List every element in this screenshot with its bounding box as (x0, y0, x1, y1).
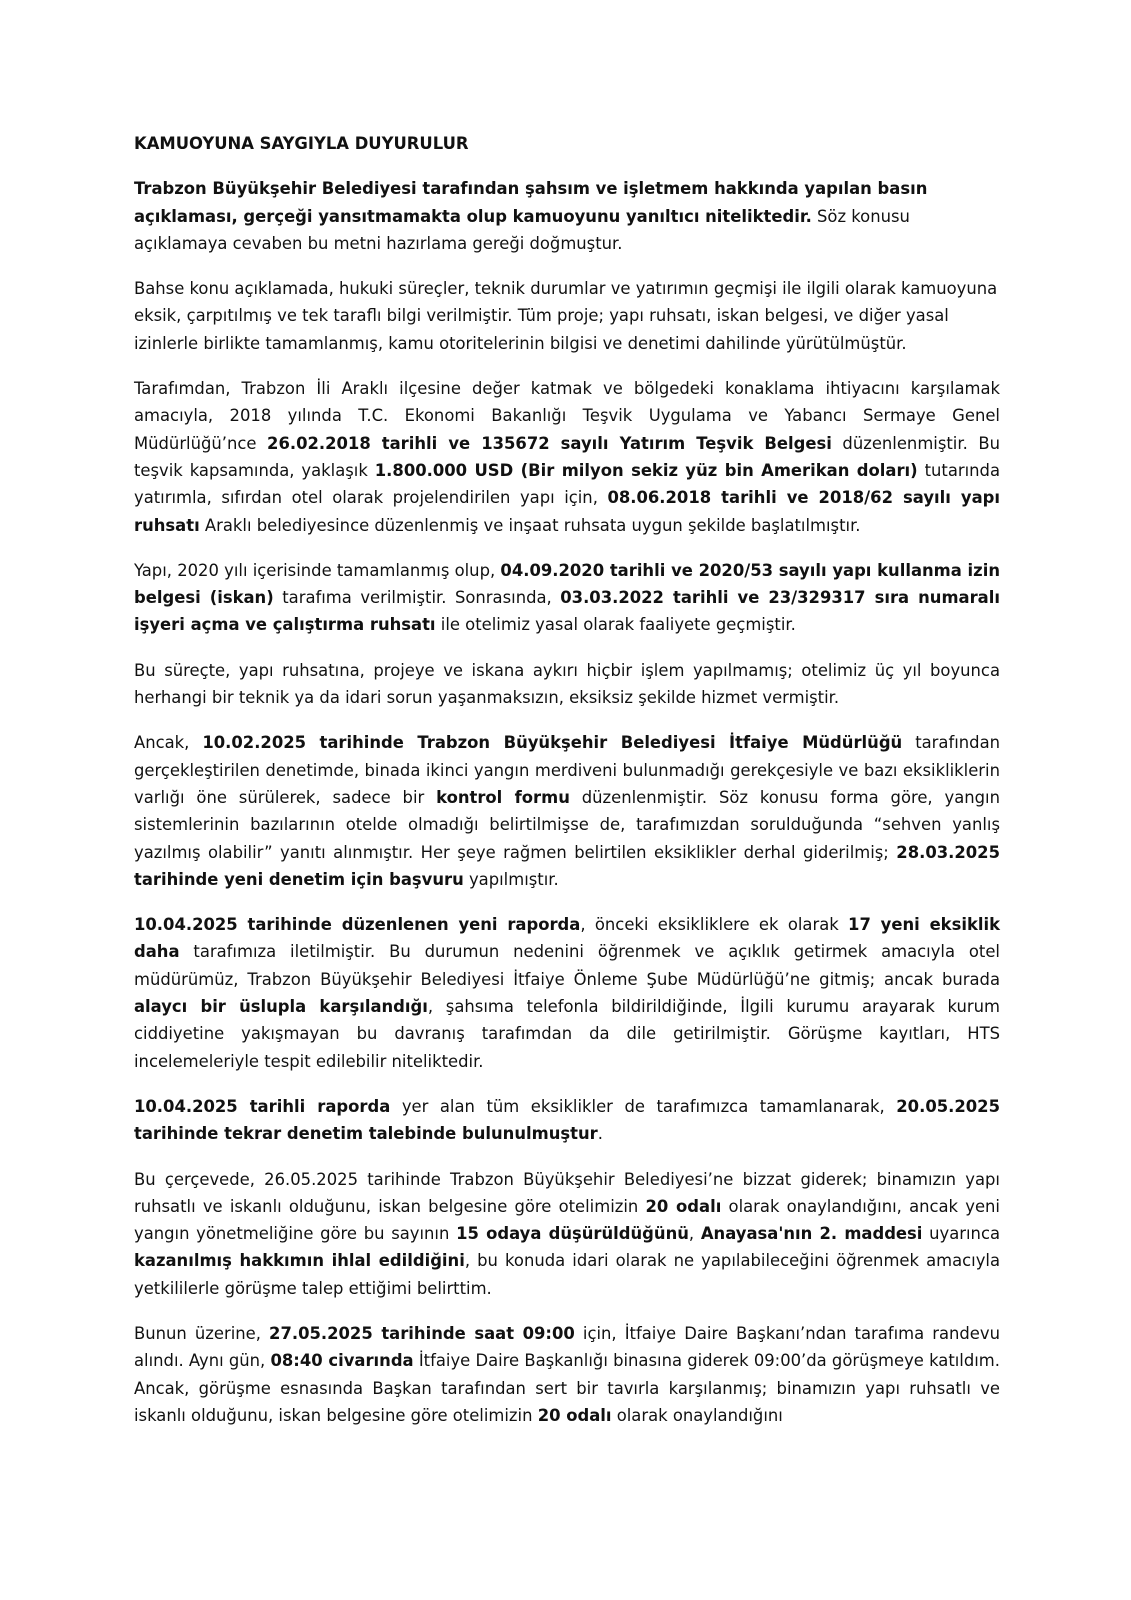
body-text: , (688, 1224, 701, 1244)
paragraph-8 (134, 1093, 1000, 1148)
body-text: . (597, 1124, 603, 1144)
body-text: tutarında yatırımla, sıfırdan otel olarak projelendirilen yapı için, (134, 460, 1000, 508)
bold-text: kazanılmış hakkımın ihlal edildiğini (134, 1251, 465, 1271)
body-text: , şahsıma telefonla bildirildiğinde, İlgili kurumu arayarak kurum ciddiyetine yakışmayan bu davranış tarafımdan da dile getirilmiştir. Görüşme kayıtları, HTS incelemeleriyle tespit edilebilir niteliktedir. (134, 997, 1000, 1071)
paragraph-1 (134, 175, 1000, 257)
body-text: olarak onaylandığını (611, 1405, 783, 1425)
body-text: tarafıma verilmiştir. Sonrasında, (273, 588, 561, 608)
bold-text: 10.04.2025 tarihli raporda (134, 1096, 391, 1116)
bold-text: 20.05.2025 tarihinde tekrar denetim talebinde bulunulmuştur (134, 1096, 1000, 1144)
body-text: uyarınca (922, 1224, 1000, 1244)
body-text: olarak onaylandığını, ancak yeni yangın yönetmeliğine göre bu sayının (134, 1196, 1000, 1244)
body-text: Bunun üzerine, (134, 1323, 270, 1343)
bold-text: 1.800.000 USD (Bir milyon sekiz yüz bin Amerikan doları) (374, 460, 918, 480)
paragraph-2 (134, 275, 1000, 357)
body-text: tarafımıza iletilmiştir. Bu durumun nedenini öğrenmek ve açıklık getirmek amacıyla otel müdürümüz, Trabzon Büyükşehir Belediyesi İtfaiye Önleme Şube Müdürlüğü’ne gitmiş; ancak burada (134, 942, 1000, 989)
body-text: Tarafımdan, Trabzon İli Araklı ilçesine değer katmak ve bölgedeki konaklama ihtiyacını karşılamak amacıyla, 2018 yılında T.C. Ekonomi Bakanlığı Teşvik Uygulama ve Yabancı Sermaye Genel Müdürlüğü’nce (134, 379, 1000, 453)
body-text: tarafından gerçekleştirilen denetimde, binada ikinci yangın merdiveni bulunmadığı gerekçesiyle ve bazı eksikliklerin varlığı öne sürülerek, sadece bir (134, 733, 1000, 807)
paragraph-3 (134, 375, 1000, 539)
body-text: için, İtfaiye Daire Başkanı’ndan tarafıma randevu alındı. Aynı gün, (134, 1323, 1000, 1371)
body-text: , önceki eksikliklere ek olarak (580, 915, 849, 935)
bold-text: 08.06.2018 tarihli ve 2018/62 sayılı yapı ruhsatı (134, 488, 1000, 535)
body-text: yapılmıştır. (463, 869, 559, 889)
body-text: Bu çerçevede, 26.05.2025 tarihinde Trabzon Büyükşehir Belediyesi’ne bizzat giderek; binamızın yapı ruhsatlı ve iskanlı olduğunu, iskan belgesine göre otelimizin (134, 1169, 1000, 1216)
bold-text: 20 odalı (537, 1405, 612, 1425)
paragraph-10 (134, 1320, 1000, 1429)
document-body (134, 175, 1000, 1429)
paragraph-7 (134, 911, 1000, 1075)
paragraph-4 (134, 557, 1000, 639)
paragraph-5 (134, 657, 1000, 712)
body-text: Bu süreçte, yapı ruhsatına, projeye ve iskana aykırı hiçbir işlem yapılmamış; otelimiz üç yıl boyunca herhangi bir teknik ya da idari sorun yaşanmaksızın, eksiksiz şekilde hizmet vermiştir. (134, 660, 1000, 708)
bold-text: 20 odalı (645, 1196, 722, 1216)
document-page (134, 130, 1000, 1447)
bold-text: kontrol formu (436, 787, 570, 807)
bold-text: 04.09.2020 tarihli ve 2020/53 sayılı yapı kullanma izin belgesi (iskan) (134, 560, 1000, 608)
body-text: Söz konusu açıklamaya cevaben bu metni hazırlama gereği doğmuştur. (134, 206, 910, 253)
bold-text: Anayasa'nın 2. maddesi (700, 1224, 923, 1244)
bold-text: 26.02.2018 tarihli ve 135672 sayılı Yatırım Teşvik Belgesi (267, 433, 832, 453)
bold-text: Trabzon Büyükşehir Belediyesi tarafından şahsım ve işletmem hakkında yapılan basın açıklaması, gerçeği yansıtmamakta olup kamuoyunu yanıltıcı niteliktedir. (134, 179, 928, 226)
paragraph-6 (134, 729, 1000, 893)
body-text: Bahse konu açıklamada, hukuki süreçler, teknik durumlar ve yatırımın geçmişi ile ilgili olarak kamuoyuna eksik, çarpıtılmış ve tek taraflı bilgi verilmiştir. Tüm proje; yapı ruhsatı, iskan belgesi, ve diğer yasal izinlerle birlikte tamamlanmış, kamu otoritelerinin bilgisi ve denetimi dahilinde yürütülmüştür. (134, 279, 998, 353)
body-text: düzenlenmiştir. Bu teşvik kapsamında, yaklaşık (134, 433, 1000, 480)
body-text: düzenlenmiştir. Söz konusu forma göre, yangın sistemlerinin bazılarının otelde olmadığı belirtilmişse de, tarafımızdan sorulduğunda “sehven yanlış yazılmış olabilir” yanıtı alınmıştır. Her şeye rağmen belirtilen eksiklikler derhal giderilmiş; (134, 787, 1000, 862)
body-text: yer alan tüm eksiklikler de tarafımızca tamamlanarak, (390, 1096, 897, 1116)
bold-text: 17 yeni eksiklik daha (134, 915, 1000, 962)
bold-text: 27.05.2025 tarihinde saat 09:00 (269, 1323, 575, 1343)
body-text: Araklı belediyesince düzenlenmiş ve inşaat ruhsata uygun şekilde başlatılmıştır. (199, 515, 861, 535)
bold-text: 10.04.2025 tarihinde düzenlenen yeni raporda (134, 915, 581, 935)
bold-text: 28.03.2025 tarihinde yeni denetim için başvuru (134, 842, 1000, 889)
body-text: Ancak, (134, 733, 203, 753)
body-text: İtfaiye Daire Başkanlığı binasına giderek 09:00’da görüşmeye katıldım. Ancak, görüşme esnasında Başkan tarafından sert bir tavırla karşılanmış; binamızın yapı ruhsatlı ve iskanlı olduğunu, iskan belgesine göre otelimizin (134, 1351, 1000, 1425)
document-heading: KAMUOYUNA SAYGIYLA DUYURULUR (134, 134, 469, 153)
bold-text: 15 odaya düşürüldüğünü (456, 1224, 689, 1244)
bold-text: 10.02.2025 tarihinde Trabzon Büyükşehir Belediyesi İtfaiye Müdürlüğü (202, 733, 903, 753)
paragraph-9 (134, 1166, 1000, 1302)
body-text: Yapı, 2020 yılı içerisinde tamamlanmış olup, (134, 560, 501, 580)
body-text: ile otelimiz yasal olarak faaliyete geçmiştir. (435, 615, 796, 635)
bold-text: 08:40 civarında (270, 1351, 414, 1371)
body-text: , bu konuda idari olarak ne yapılabileceğini öğrenmek amacıyla yetkililerle görüşme talep ettiğimi belirttim. (134, 1251, 1000, 1298)
bold-text: alaycı bir üslupla karşılandığı (134, 997, 428, 1017)
bold-text: 03.03.2022 tarihli ve 23/329317 sıra numaralı işyeri açma ve çalıştırma ruhsatı (134, 588, 1000, 635)
